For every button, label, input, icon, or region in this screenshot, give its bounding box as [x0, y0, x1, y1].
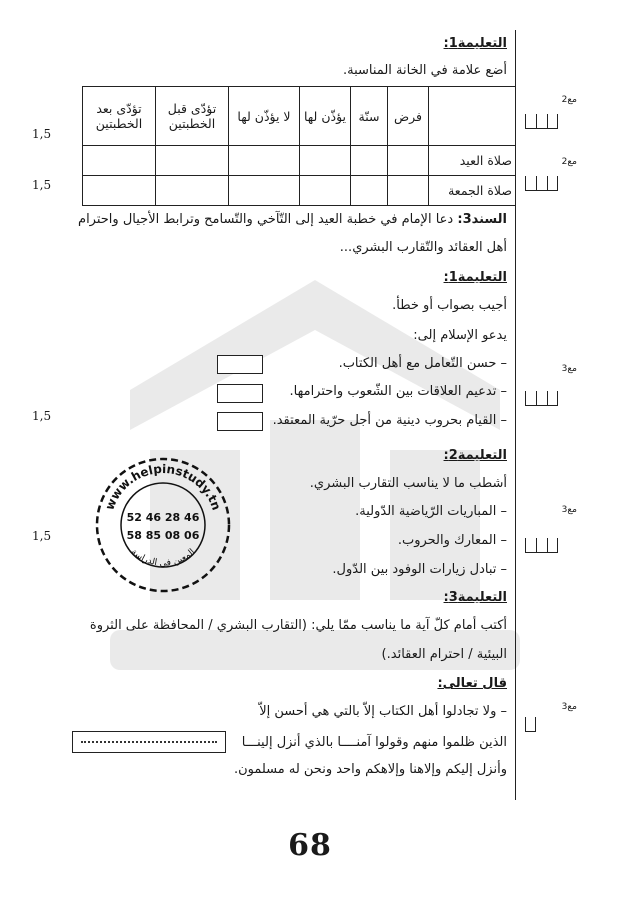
table-cell[interactable] [83, 176, 156, 206]
criterion-mark: مع2 [525, 95, 577, 129]
svg-text:www.helpinstudy.tn [102, 462, 223, 512]
sanad3-line1 [78, 212, 507, 227]
stamp [93, 455, 233, 595]
q2-text: أشطب ما لا يناسب التقارب البشري. [309, 476, 507, 491]
stamp-motto: المعين في الدراسة [128, 547, 198, 569]
table-cell[interactable] [388, 146, 429, 176]
q1-title: التعليمة1: [443, 270, 507, 285]
table-cell[interactable] [156, 146, 229, 176]
q1-lead: يدعو الإسلام إلى: [413, 328, 507, 343]
answer-box[interactable] [217, 355, 263, 374]
answer-box[interactable] [217, 412, 263, 431]
q3-verse1: – ولا تجادلوا أهل الكتاب إلاّ بالتي هي أحسن إلاّ [259, 704, 507, 719]
answer-box[interactable] [217, 384, 263, 403]
table-header-after-sermons: تؤدّى بعد الخطبتين [83, 87, 156, 146]
table-row [83, 176, 516, 206]
q2-item: – تبادل زيارات الوفود بين الدّول. [332, 562, 507, 577]
table-cell[interactable] [83, 146, 156, 176]
table-cell[interactable] [300, 146, 351, 176]
sanad3-line2: أهل العقائد والتّقارب البشري... [339, 240, 507, 255]
sanad3-label: السند3: [457, 212, 507, 227]
table-cell-label: صلاة الجمعة [429, 176, 516, 206]
table-header-no-adhan: لا يؤذّن لها [229, 87, 300, 146]
criterion-mark: مع3 [525, 364, 577, 406]
q1-item: – حسن التّعامل مع أهل الكتاب. [338, 356, 507, 371]
table-header-sunna: سنّة [351, 87, 388, 146]
table-row [83, 146, 516, 176]
q3-title: التعليمة3: [443, 590, 507, 605]
prayer-table [82, 86, 516, 206]
q3-said: قال تعالى: [437, 676, 507, 691]
q3-verse3: وأنزل إليكم وإلاهنا وإلاهكم واحد ونحن له مسلمون. [233, 762, 507, 777]
q1-item: – القيام بحروب دينية من أجل حرّية المعتقد. [272, 413, 507, 428]
score: 1,5 [32, 529, 52, 543]
q3-verse2: الذين ظلموا منهم وقولوا آمنــــا بالذي أنزل إلينـــا [241, 735, 507, 750]
table-cell[interactable] [156, 176, 229, 206]
page-number: 68 [288, 828, 332, 863]
score: 1,5 [32, 409, 52, 423]
stamp-phone-2: 58 85 08 06 [126, 529, 200, 542]
table-cell-label: صلاة العيد [429, 146, 516, 176]
stamp-phone-1: 52 46 28 46 [126, 511, 200, 524]
table-cell[interactable] [351, 176, 388, 206]
table-cell[interactable] [351, 146, 388, 176]
table-cell[interactable] [300, 176, 351, 206]
instruction1-text: أضع علامة في الخانة المناسبة. [343, 63, 507, 78]
table-cell[interactable] [229, 176, 300, 206]
table-header-empty [429, 87, 516, 146]
table-header-fard: فرض [388, 87, 429, 146]
q3-line1: أكتب أمام كلّ آية ما يناسب ممّا يلي: (التقارب البشري / المحافظة على الثروة [89, 618, 507, 633]
score: 1,5 [32, 127, 52, 141]
answer-field[interactable] [72, 731, 226, 753]
q1-item: – تدعيم العلاقات بين الشّعوب واحترامها. [289, 384, 507, 399]
table-header-adhan: يؤذّن لها [300, 87, 351, 146]
q2-item: – المباريات الرّياضية الدّولية. [355, 504, 507, 519]
criterion-mark: مع3 [525, 702, 577, 732]
q2-item: – المعارك والحروب. [397, 533, 507, 548]
sanad3-text-1: دعا الإمام في خطبة العيد إلى التّآخي والتّسامح وترابط الأجيال واحترام [78, 212, 454, 227]
table-header-before-sermons: تؤدّى قبل الخطبتين [156, 87, 229, 146]
score: 1,5 [32, 178, 52, 192]
stamp-url: www.helpinstudy.tn [102, 461, 224, 513]
criterion-mark: مع2 [525, 157, 577, 191]
instruction1-title: التعليمة1: [443, 36, 507, 51]
svg-text:المعين في الدراسة [129, 547, 198, 568]
q2-title: التعليمة2: [443, 448, 507, 463]
q1-text: أجيب بصواب أو خطأ. [392, 298, 507, 313]
table-cell[interactable] [388, 176, 429, 206]
criterion-mark: مع3 [525, 505, 577, 553]
q3-line2: البيئية / احترام العقائد.) [381, 647, 507, 662]
table-cell[interactable] [229, 146, 300, 176]
